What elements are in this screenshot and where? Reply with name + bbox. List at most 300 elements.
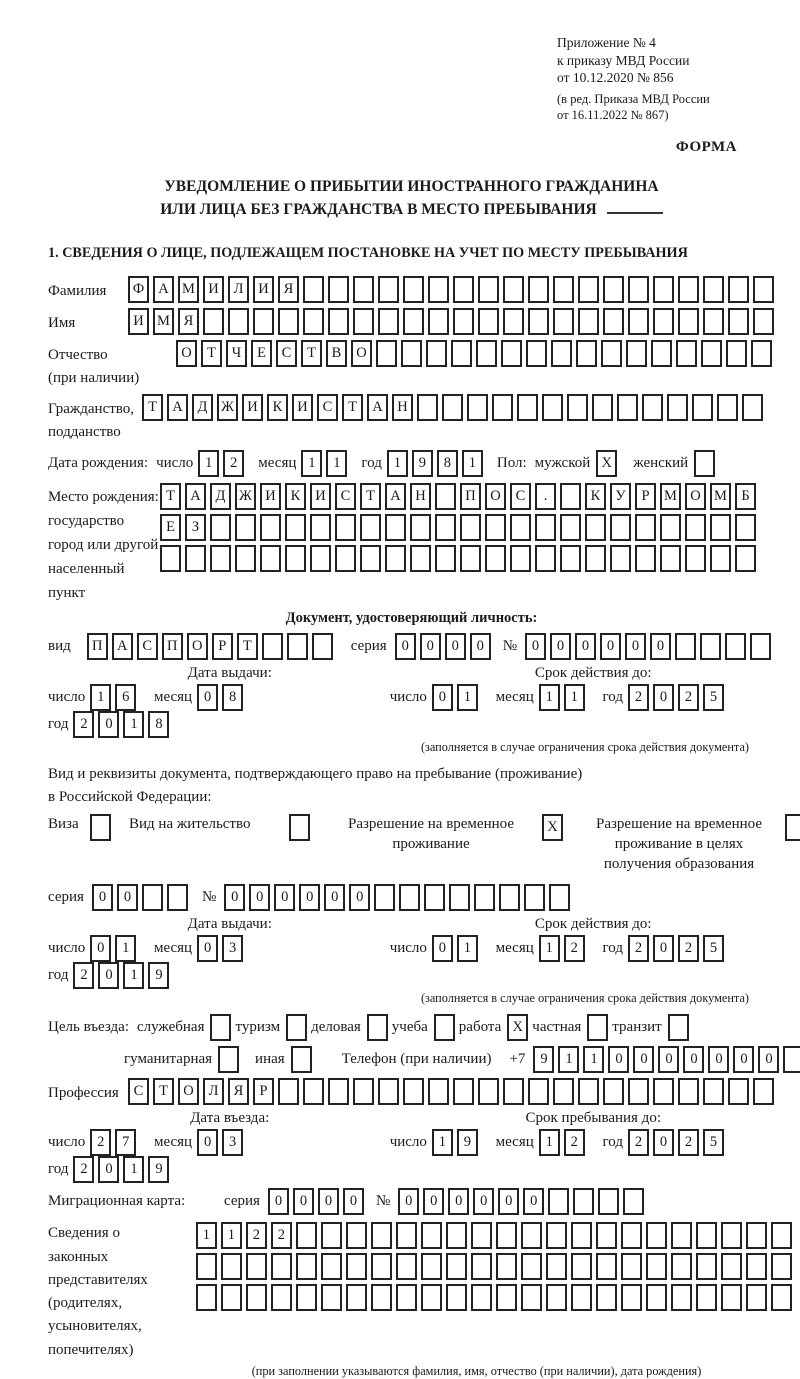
char-box[interactable] <box>196 1284 217 1311</box>
char-box[interactable] <box>403 276 424 303</box>
char-box[interactable]: 0 <box>445 633 466 660</box>
char-box[interactable]: М <box>660 483 681 510</box>
char-box[interactable] <box>426 340 447 367</box>
char-box[interactable] <box>703 276 724 303</box>
char-box[interactable] <box>428 308 449 335</box>
char-box[interactable] <box>675 633 696 660</box>
char-box[interactable] <box>196 1253 217 1280</box>
char-box[interactable]: 0 <box>633 1046 654 1073</box>
char-box[interactable] <box>260 545 281 572</box>
char-box[interactable] <box>678 308 699 335</box>
char-box[interactable] <box>421 1253 442 1280</box>
char-box[interactable]: 0 <box>432 935 453 962</box>
char-box[interactable]: 1 <box>90 684 111 711</box>
char-box[interactable] <box>721 1253 742 1280</box>
char-box[interactable] <box>210 514 231 541</box>
char-box[interactable] <box>328 1078 349 1105</box>
char-box[interactable]: 0 <box>650 633 671 660</box>
char-box[interactable] <box>303 308 324 335</box>
char-box[interactable] <box>668 1014 689 1041</box>
char-box[interactable]: 0 <box>318 1188 339 1215</box>
char-box[interactable] <box>528 276 549 303</box>
char-box[interactable]: О <box>176 340 197 367</box>
char-box[interactable] <box>253 308 274 335</box>
char-box[interactable]: П <box>162 633 183 660</box>
char-box[interactable] <box>503 1078 524 1105</box>
char-box[interactable]: И <box>260 483 281 510</box>
char-box[interactable] <box>335 545 356 572</box>
char-box[interactable]: Ч <box>226 340 247 367</box>
char-box[interactable]: Н <box>392 394 413 421</box>
char-box[interactable]: 0 <box>523 1188 544 1215</box>
char-box[interactable] <box>578 308 599 335</box>
char-box[interactable] <box>578 276 599 303</box>
char-box[interactable] <box>535 545 556 572</box>
char-box[interactable] <box>603 1078 624 1105</box>
char-box[interactable] <box>478 1078 499 1105</box>
char-box[interactable] <box>685 545 706 572</box>
char-box[interactable] <box>303 276 324 303</box>
char-box[interactable]: 1 <box>326 450 347 477</box>
char-box[interactable] <box>501 340 522 367</box>
char-box[interactable] <box>596 1284 617 1311</box>
char-box[interactable] <box>328 308 349 335</box>
char-box[interactable] <box>428 276 449 303</box>
char-box[interactable] <box>460 545 481 572</box>
char-box[interactable]: А <box>385 483 406 510</box>
char-box[interactable] <box>728 276 749 303</box>
char-box[interactable] <box>321 1253 342 1280</box>
char-box[interactable] <box>603 276 624 303</box>
char-box[interactable] <box>353 276 374 303</box>
char-box[interactable] <box>353 308 374 335</box>
char-box[interactable]: С <box>317 394 338 421</box>
char-box[interactable] <box>721 1222 742 1249</box>
char-box[interactable] <box>596 1253 617 1280</box>
char-box[interactable] <box>510 514 531 541</box>
char-box[interactable]: 2 <box>564 1129 585 1156</box>
char-box[interactable]: 0 <box>343 1188 364 1215</box>
char-box[interactable] <box>548 1188 569 1215</box>
char-box[interactable]: 0 <box>224 884 245 911</box>
char-box[interactable] <box>296 1253 317 1280</box>
char-box[interactable]: 6 <box>115 684 136 711</box>
char-box[interactable]: 0 <box>653 684 674 711</box>
char-box[interactable]: 3 <box>222 1129 243 1156</box>
char-box[interactable]: Л <box>228 276 249 303</box>
char-box[interactable]: 0 <box>758 1046 779 1073</box>
char-box[interactable]: 9 <box>533 1046 554 1073</box>
char-box[interactable] <box>160 545 181 572</box>
char-box[interactable] <box>560 483 581 510</box>
char-box[interactable]: И <box>253 276 274 303</box>
char-box[interactable]: А <box>185 483 206 510</box>
char-box[interactable] <box>453 308 474 335</box>
char-box[interactable] <box>471 1253 492 1280</box>
char-box[interactable]: 2 <box>246 1222 267 1249</box>
char-box[interactable] <box>651 340 672 367</box>
char-box[interactable] <box>496 1222 517 1249</box>
char-box[interactable]: Ж <box>217 394 238 421</box>
char-box[interactable]: 5 <box>703 935 724 962</box>
char-box[interactable] <box>228 308 249 335</box>
char-box[interactable] <box>671 1284 692 1311</box>
char-box[interactable]: С <box>510 483 531 510</box>
char-box[interactable]: Р <box>212 633 233 660</box>
char-box[interactable] <box>621 1253 642 1280</box>
char-box[interactable]: 2 <box>678 684 699 711</box>
char-box[interactable] <box>278 308 299 335</box>
char-box[interactable] <box>646 1253 667 1280</box>
char-box[interactable]: О <box>485 483 506 510</box>
char-box[interactable] <box>528 1078 549 1105</box>
char-box[interactable] <box>471 1284 492 1311</box>
char-box[interactable]: X <box>507 1014 528 1041</box>
char-box[interactable] <box>571 1222 592 1249</box>
char-box[interactable] <box>346 1222 367 1249</box>
char-box[interactable]: 1 <box>432 1129 453 1156</box>
char-box[interactable] <box>442 394 463 421</box>
char-box[interactable] <box>685 514 706 541</box>
char-box[interactable]: 0 <box>299 884 320 911</box>
char-box[interactable] <box>621 1222 642 1249</box>
char-box[interactable]: 0 <box>470 633 491 660</box>
char-box[interactable]: X <box>542 814 563 841</box>
char-box[interactable] <box>360 514 381 541</box>
char-box[interactable] <box>417 394 438 421</box>
char-box[interactable] <box>434 1014 455 1041</box>
char-box[interactable] <box>746 1253 767 1280</box>
char-box[interactable] <box>321 1284 342 1311</box>
char-box[interactable] <box>701 340 722 367</box>
char-box[interactable] <box>460 514 481 541</box>
char-box[interactable] <box>635 514 656 541</box>
char-box[interactable] <box>646 1284 667 1311</box>
char-box[interactable]: М <box>153 308 174 335</box>
char-box[interactable] <box>573 1188 594 1215</box>
char-box[interactable]: 1 <box>123 962 144 989</box>
char-box[interactable]: К <box>285 483 306 510</box>
char-box[interactable] <box>271 1284 292 1311</box>
char-box[interactable] <box>783 1046 800 1073</box>
char-box[interactable] <box>653 308 674 335</box>
char-box[interactable] <box>260 514 281 541</box>
char-box[interactable] <box>371 1222 392 1249</box>
char-box[interactable] <box>646 1222 667 1249</box>
char-box[interactable] <box>628 1078 649 1105</box>
char-box[interactable]: А <box>153 276 174 303</box>
char-box[interactable]: 0 <box>117 884 138 911</box>
char-box[interactable]: 0 <box>249 884 270 911</box>
char-box[interactable]: С <box>137 633 158 660</box>
char-box[interactable]: 9 <box>148 1156 169 1183</box>
char-box[interactable]: Л <box>203 1078 224 1105</box>
char-box[interactable]: 8 <box>222 684 243 711</box>
char-box[interactable] <box>428 1078 449 1105</box>
char-box[interactable]: К <box>585 483 606 510</box>
char-box[interactable]: Я <box>228 1078 249 1105</box>
char-box[interactable]: 0 <box>420 633 441 660</box>
char-box[interactable]: 2 <box>628 684 649 711</box>
char-box[interactable] <box>610 545 631 572</box>
char-box[interactable] <box>671 1222 692 1249</box>
char-box[interactable] <box>312 633 333 660</box>
char-box[interactable] <box>751 340 772 367</box>
char-box[interactable]: С <box>335 483 356 510</box>
char-box[interactable]: 5 <box>703 684 724 711</box>
char-box[interactable] <box>592 394 613 421</box>
char-box[interactable]: 0 <box>653 1129 674 1156</box>
char-box[interactable] <box>521 1284 542 1311</box>
char-box[interactable] <box>485 545 506 572</box>
char-box[interactable] <box>410 545 431 572</box>
char-box[interactable] <box>746 1284 767 1311</box>
char-box[interactable] <box>571 1284 592 1311</box>
char-box[interactable]: 7 <box>115 1129 136 1156</box>
char-box[interactable] <box>717 394 738 421</box>
char-box[interactable] <box>367 1014 388 1041</box>
char-box[interactable]: 0 <box>197 935 218 962</box>
char-box[interactable]: 0 <box>733 1046 754 1073</box>
char-box[interactable]: 0 <box>395 633 416 660</box>
char-box[interactable]: О <box>685 483 706 510</box>
char-box[interactable]: Н <box>410 483 431 510</box>
char-box[interactable] <box>396 1222 417 1249</box>
char-box[interactable] <box>546 1284 567 1311</box>
char-box[interactable] <box>567 394 588 421</box>
char-box[interactable] <box>235 514 256 541</box>
char-box[interactable] <box>371 1253 392 1280</box>
char-box[interactable] <box>510 545 531 572</box>
char-box[interactable] <box>185 545 206 572</box>
char-box[interactable] <box>403 1078 424 1105</box>
char-box[interactable] <box>750 633 771 660</box>
char-box[interactable]: Я <box>178 308 199 335</box>
char-box[interactable] <box>376 340 397 367</box>
char-box[interactable]: В <box>326 340 347 367</box>
char-box[interactable] <box>218 1046 239 1073</box>
char-box[interactable] <box>435 483 456 510</box>
char-box[interactable]: 0 <box>625 633 646 660</box>
char-box[interactable] <box>753 1078 774 1105</box>
char-box[interactable]: 0 <box>293 1188 314 1215</box>
char-box[interactable]: 2 <box>73 962 94 989</box>
char-box[interactable]: 0 <box>423 1188 444 1215</box>
char-box[interactable] <box>725 633 746 660</box>
char-box[interactable] <box>671 1253 692 1280</box>
char-box[interactable]: С <box>276 340 297 367</box>
char-box[interactable] <box>628 308 649 335</box>
char-box[interactable] <box>296 1284 317 1311</box>
char-box[interactable]: 2 <box>564 935 585 962</box>
char-box[interactable]: 1 <box>198 450 219 477</box>
char-box[interactable]: 0 <box>653 935 674 962</box>
char-box[interactable]: О <box>351 340 372 367</box>
char-box[interactable]: И <box>292 394 313 421</box>
char-box[interactable] <box>721 1284 742 1311</box>
char-box[interactable] <box>424 884 445 911</box>
char-box[interactable] <box>378 308 399 335</box>
char-box[interactable] <box>753 308 774 335</box>
char-box[interactable]: 0 <box>90 935 111 962</box>
char-box[interactable] <box>735 545 756 572</box>
char-box[interactable] <box>396 1253 417 1280</box>
char-box[interactable]: . <box>535 483 556 510</box>
char-box[interactable] <box>546 1222 567 1249</box>
char-box[interactable]: 9 <box>148 962 169 989</box>
char-box[interactable]: У <box>610 483 631 510</box>
char-box[interactable] <box>621 1284 642 1311</box>
char-box[interactable] <box>203 308 224 335</box>
char-box[interactable] <box>596 1222 617 1249</box>
char-box[interactable] <box>289 814 310 841</box>
char-box[interactable]: 0 <box>98 962 119 989</box>
char-box[interactable] <box>485 514 506 541</box>
char-box[interactable] <box>653 276 674 303</box>
char-box[interactable] <box>221 1253 242 1280</box>
char-box[interactable]: И <box>203 276 224 303</box>
char-box[interactable] <box>517 394 538 421</box>
char-box[interactable] <box>360 545 381 572</box>
char-box[interactable]: Р <box>253 1078 274 1105</box>
char-box[interactable] <box>553 308 574 335</box>
char-box[interactable]: С <box>128 1078 149 1105</box>
char-box[interactable] <box>742 394 763 421</box>
char-box[interactable] <box>385 545 406 572</box>
char-box[interactable]: А <box>167 394 188 421</box>
char-box[interactable]: О <box>178 1078 199 1105</box>
char-box[interactable] <box>353 1078 374 1105</box>
char-box[interactable] <box>603 308 624 335</box>
char-box[interactable]: Е <box>160 514 181 541</box>
char-box[interactable] <box>503 308 524 335</box>
char-box[interactable]: 1 <box>457 935 478 962</box>
char-box[interactable]: И <box>310 483 331 510</box>
char-box[interactable]: 1 <box>457 684 478 711</box>
char-box[interactable] <box>610 514 631 541</box>
char-box[interactable] <box>528 308 549 335</box>
char-box[interactable]: 0 <box>197 684 218 711</box>
char-box[interactable]: Т <box>342 394 363 421</box>
char-box[interactable]: 9 <box>412 450 433 477</box>
char-box[interactable]: 0 <box>473 1188 494 1215</box>
char-box[interactable] <box>700 633 721 660</box>
char-box[interactable]: 1 <box>196 1222 217 1249</box>
char-box[interactable] <box>435 545 456 572</box>
char-box[interactable]: 1 <box>583 1046 604 1073</box>
char-box[interactable]: 0 <box>324 884 345 911</box>
char-box[interactable] <box>453 1078 474 1105</box>
char-box[interactable] <box>676 340 697 367</box>
char-box[interactable]: К <box>267 394 288 421</box>
char-box[interactable]: 1 <box>387 450 408 477</box>
char-box[interactable]: З <box>185 514 206 541</box>
char-box[interactable]: 1 <box>564 684 585 711</box>
char-box[interactable]: 0 <box>525 633 546 660</box>
char-box[interactable] <box>585 545 606 572</box>
char-box[interactable] <box>278 1078 299 1105</box>
char-box[interactable] <box>210 545 231 572</box>
char-box[interactable]: 0 <box>398 1188 419 1215</box>
char-box[interactable] <box>346 1253 367 1280</box>
char-box[interactable]: Б <box>735 483 756 510</box>
char-box[interactable] <box>710 545 731 572</box>
char-box[interactable] <box>235 545 256 572</box>
char-box[interactable]: 1 <box>115 935 136 962</box>
char-box[interactable] <box>771 1222 792 1249</box>
char-box[interactable]: 0 <box>197 1129 218 1156</box>
char-box[interactable] <box>623 1188 644 1215</box>
char-box[interactable] <box>435 514 456 541</box>
char-box[interactable] <box>335 514 356 541</box>
char-box[interactable] <box>553 276 574 303</box>
char-box[interactable]: 0 <box>575 633 596 660</box>
char-box[interactable] <box>310 545 331 572</box>
char-box[interactable] <box>385 514 406 541</box>
char-box[interactable]: М <box>710 483 731 510</box>
char-box[interactable] <box>321 1222 342 1249</box>
char-box[interactable] <box>735 514 756 541</box>
char-box[interactable] <box>446 1284 467 1311</box>
char-box[interactable] <box>496 1253 517 1280</box>
char-box[interactable]: П <box>460 483 481 510</box>
char-box[interactable]: Е <box>251 340 272 367</box>
char-box[interactable] <box>571 1253 592 1280</box>
char-box[interactable] <box>660 545 681 572</box>
char-box[interactable] <box>346 1284 367 1311</box>
char-box[interactable] <box>696 1222 717 1249</box>
char-box[interactable] <box>696 1253 717 1280</box>
char-box[interactable] <box>678 276 699 303</box>
char-box[interactable] <box>478 276 499 303</box>
char-box[interactable] <box>287 633 308 660</box>
char-box[interactable] <box>474 884 495 911</box>
char-box[interactable] <box>374 884 395 911</box>
char-box[interactable] <box>692 394 713 421</box>
char-box[interactable]: 0 <box>683 1046 704 1073</box>
char-box[interactable]: О <box>187 633 208 660</box>
char-box[interactable]: 0 <box>274 884 295 911</box>
char-box[interactable]: Р <box>635 483 656 510</box>
char-box[interactable] <box>524 884 545 911</box>
char-box[interactable] <box>578 1078 599 1105</box>
char-box[interactable] <box>246 1253 267 1280</box>
char-box[interactable] <box>221 1284 242 1311</box>
char-box[interactable]: 2 <box>73 711 94 738</box>
char-box[interactable]: 1 <box>539 684 560 711</box>
char-box[interactable] <box>492 394 513 421</box>
char-box[interactable]: Т <box>237 633 258 660</box>
char-box[interactable] <box>635 545 656 572</box>
char-box[interactable] <box>576 340 597 367</box>
char-box[interactable]: 0 <box>498 1188 519 1215</box>
char-box[interactable]: Я <box>278 276 299 303</box>
char-box[interactable] <box>421 1284 442 1311</box>
char-box[interactable]: 0 <box>448 1188 469 1215</box>
char-box[interactable] <box>696 1284 717 1311</box>
char-box[interactable] <box>496 1284 517 1311</box>
char-box[interactable] <box>378 1078 399 1105</box>
char-box[interactable]: 2 <box>223 450 244 477</box>
char-box[interactable]: Д <box>210 483 231 510</box>
char-box[interactable] <box>453 276 474 303</box>
char-box[interactable] <box>728 1078 749 1105</box>
char-box[interactable] <box>403 308 424 335</box>
char-box[interactable] <box>378 276 399 303</box>
char-box[interactable]: Т <box>360 483 381 510</box>
char-box[interactable] <box>771 1284 792 1311</box>
char-box[interactable]: 2 <box>271 1222 292 1249</box>
